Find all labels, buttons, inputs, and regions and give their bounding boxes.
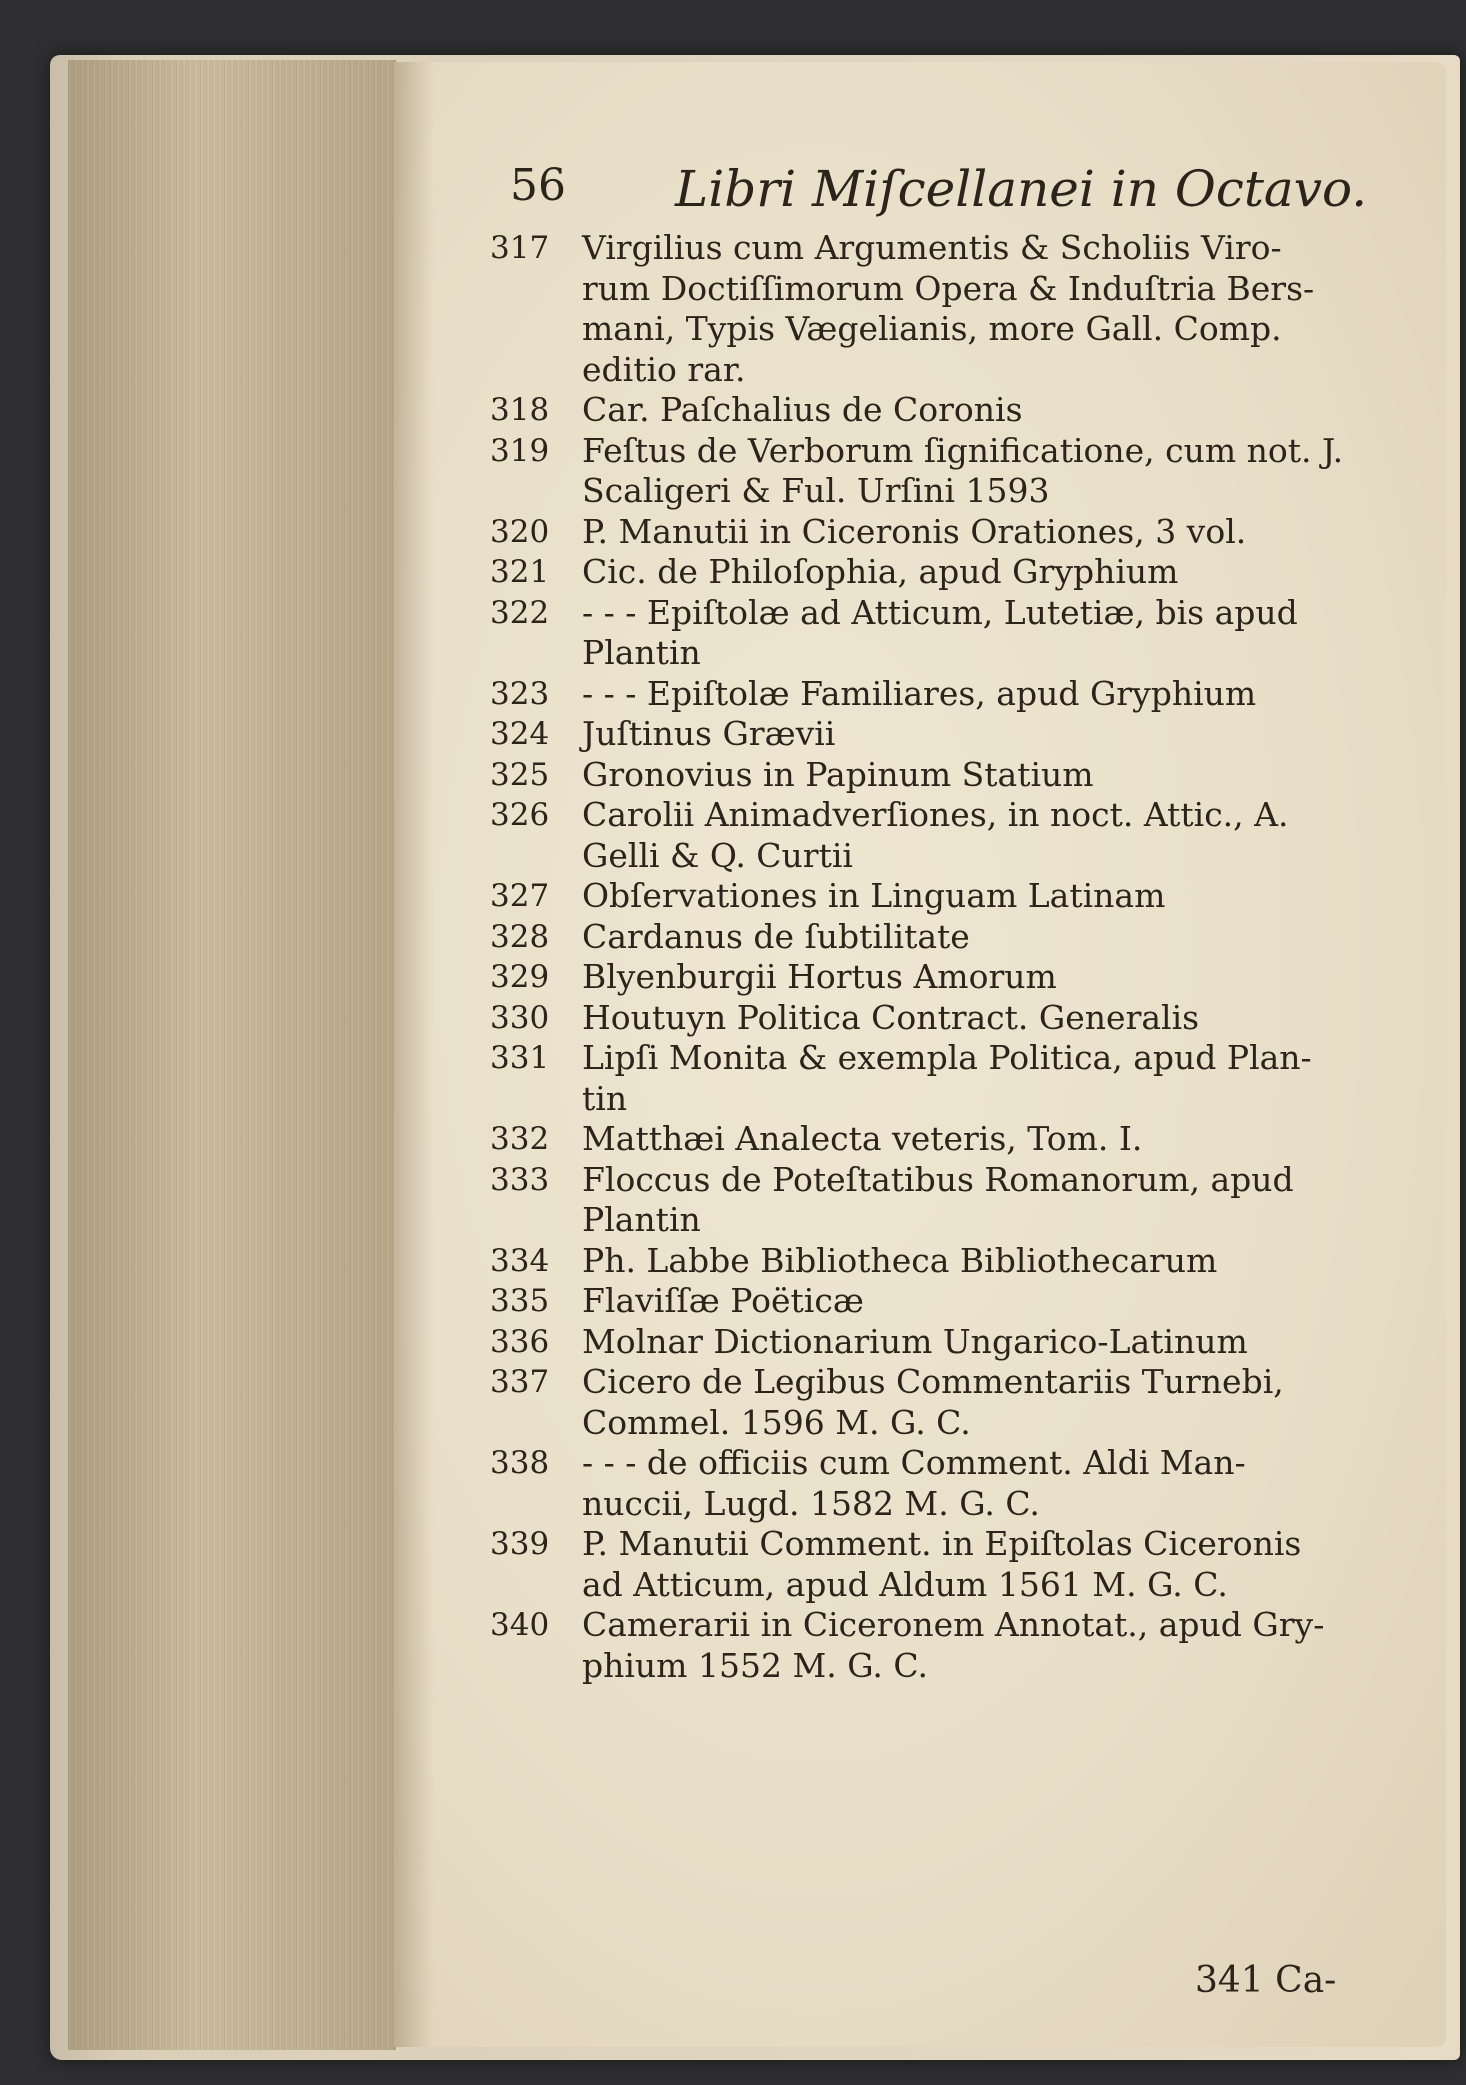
entry-number: 321 bbox=[490, 554, 550, 590]
entry-text-line: Virgilius cum Argumentis & Scholiis Viro- bbox=[582, 228, 1282, 267]
catalogue-entry bbox=[490, 714, 1370, 755]
entry-text-line: rum Doctiſſimorum Opera & Induſtria Bers- bbox=[582, 268, 1315, 308]
entry-text-line: - - - Epiſtolæ Familiares, apud Gryphium bbox=[582, 673, 1257, 713]
entry-text-line: P. Manutii in Ciceronis Orationes, 3 vol. bbox=[582, 511, 1247, 551]
entry-number: 327 bbox=[490, 878, 550, 914]
entry-number: 318 bbox=[490, 392, 550, 428]
entry-text-line: Blyenburgii Hortus Amorum bbox=[582, 957, 1057, 996]
entry-text-line: - - - de officiis cum Comment. Aldi Man- bbox=[582, 1443, 1246, 1482]
entry-text-line: ad Atticum, apud Aldum 1561 M. G. C. bbox=[582, 1564, 1228, 1604]
entry-text-line: Floccus de Poteſtatibus Romanorum, apud bbox=[582, 1159, 1294, 1199]
catalogue-entry bbox=[490, 1443, 1370, 1524]
entry-text-line: Obſervationes in Linguam Latinam bbox=[582, 876, 1166, 915]
entry-number: 326 bbox=[490, 797, 550, 833]
entry-text-line: Ph. Labbe Bibliotheca Bibliothecarum bbox=[582, 1240, 1218, 1280]
entry-number: 339 bbox=[490, 1526, 550, 1562]
catalogue-entry bbox=[490, 1038, 1370, 1119]
page-edges bbox=[68, 60, 396, 2050]
entry-text-line: Houtuyn Politica Contract. Generalis bbox=[582, 997, 1200, 1037]
entry-text-line: Cardanus de ſubtilitate bbox=[582, 916, 970, 956]
catalogue-entry bbox=[490, 593, 1370, 674]
entry-text-line: Scaligeri & Ful. Urſini 1593 bbox=[582, 471, 1050, 510]
catalogue-entry bbox=[490, 1160, 1370, 1241]
entry-text-line: phium 1552 M. G. C. bbox=[582, 1645, 928, 1685]
entry-number: 323 bbox=[490, 675, 550, 712]
entry-number: 333 bbox=[490, 1161, 550, 1198]
entry-number: 325 bbox=[490, 756, 550, 793]
entry-text-line: Flaviſſæ Poëticæ bbox=[582, 1281, 864, 1320]
catalogue-entry bbox=[490, 957, 1370, 998]
entry-text-line: editio rar. bbox=[582, 349, 746, 389]
entry-text-line: Lipſi Monita & exempla Politica, apud Plan- bbox=[582, 1038, 1312, 1077]
catalogue-entry bbox=[490, 1524, 1370, 1605]
entry-text-line: Cicero de Legibus Commentariis Turnebi, bbox=[582, 1362, 1284, 1401]
entry-text-line: Feſtus de Verborum ſignificatione, cum not. J. bbox=[582, 430, 1344, 470]
catalogue-entry bbox=[490, 1281, 1370, 1322]
entry-text-line: P. Manutii Comment. in Epiſtolas Ciceronis bbox=[582, 1524, 1302, 1563]
catalogue-entry bbox=[490, 552, 1370, 593]
entry-text-line: Cic. de Philoſophia, apud Gryphium bbox=[582, 552, 1179, 591]
catalogue-entry bbox=[490, 876, 1370, 917]
catalogue-entry bbox=[490, 431, 1370, 512]
entry-text-line: nuccii, Lugd. 1582 M. G. C. bbox=[582, 1483, 1040, 1523]
entry-text-line: - - - Epiſtolæ ad Atticum, Lutetiæ, bis apud bbox=[582, 592, 1298, 632]
entry-text-line: Gronovius in Papinum Statium bbox=[582, 754, 1094, 794]
entry-number: 322 bbox=[490, 594, 550, 631]
catalogue-entry bbox=[490, 1241, 1370, 1282]
entry-text-line: Car. Paſchalius de Coronis bbox=[582, 390, 1023, 429]
catalogue-entry bbox=[490, 674, 1370, 715]
catalogue-entry bbox=[490, 228, 1370, 390]
catalogue-entries bbox=[490, 228, 1370, 1686]
catalogue-entry bbox=[490, 755, 1370, 796]
catalogue-entry bbox=[490, 1605, 1370, 1686]
entry-number: 340 bbox=[490, 1607, 550, 1643]
entry-text-line: Juſtinus Grævii bbox=[582, 714, 836, 753]
entry-text-line: Gelli & Q. Curtii bbox=[582, 835, 853, 875]
catalogue-entry bbox=[490, 795, 1370, 876]
entry-text-line: Carolii Animadverſiones, in noct. Attic., A. bbox=[582, 795, 1289, 834]
entry-number: 338 bbox=[490, 1445, 550, 1481]
entry-text-line: Commel. 1596 M. G. C. bbox=[582, 1402, 971, 1442]
entry-text-line: Matthæi Analecta veteris, Tom. I. bbox=[582, 1119, 1143, 1158]
entry-text-line: Plantin bbox=[582, 1200, 701, 1239]
entry-number: 336 bbox=[490, 1323, 550, 1360]
catalogue-entry bbox=[490, 1362, 1370, 1443]
entry-number: 334 bbox=[490, 1242, 550, 1279]
entry-number: 324 bbox=[490, 716, 550, 752]
entry-number: 328 bbox=[490, 918, 550, 955]
catalogue-entry bbox=[490, 390, 1370, 431]
page-number: 56 bbox=[510, 160, 566, 211]
entry-number: 319 bbox=[490, 432, 550, 469]
entry-number: 330 bbox=[490, 999, 550, 1036]
entry-text-line: Camerarii in Ciceronem Annotat., apud Gry- bbox=[582, 1605, 1325, 1644]
entry-text-line: Plantin bbox=[582, 633, 701, 672]
entry-number: 329 bbox=[490, 959, 550, 995]
catalogue-entry bbox=[490, 998, 1370, 1039]
entry-text-line: mani, Typis Vægelianis, more Gall. Comp. bbox=[582, 309, 1282, 348]
entry-number: 335 bbox=[490, 1283, 550, 1319]
entry-number: 331 bbox=[490, 1040, 550, 1076]
catalogue-entry bbox=[490, 512, 1370, 553]
running-title: Libri Miſcellanei in Octavo. bbox=[675, 160, 1368, 218]
entry-text-line: tin bbox=[582, 1078, 628, 1118]
catalogue-entry bbox=[490, 1322, 1370, 1363]
entry-number: 317 bbox=[490, 230, 550, 266]
page-header bbox=[510, 160, 1368, 230]
entry-number: 320 bbox=[490, 513, 550, 550]
catchword: 341 Ca- bbox=[1195, 1960, 1337, 2001]
entry-text-line: Molnar Dictionarium Ungarico-Latinum bbox=[582, 1321, 1248, 1361]
entry-number: 337 bbox=[490, 1364, 550, 1400]
entry-number: 332 bbox=[490, 1121, 550, 1157]
catalogue-entry bbox=[490, 1119, 1370, 1160]
catalogue-entry bbox=[490, 917, 1370, 958]
